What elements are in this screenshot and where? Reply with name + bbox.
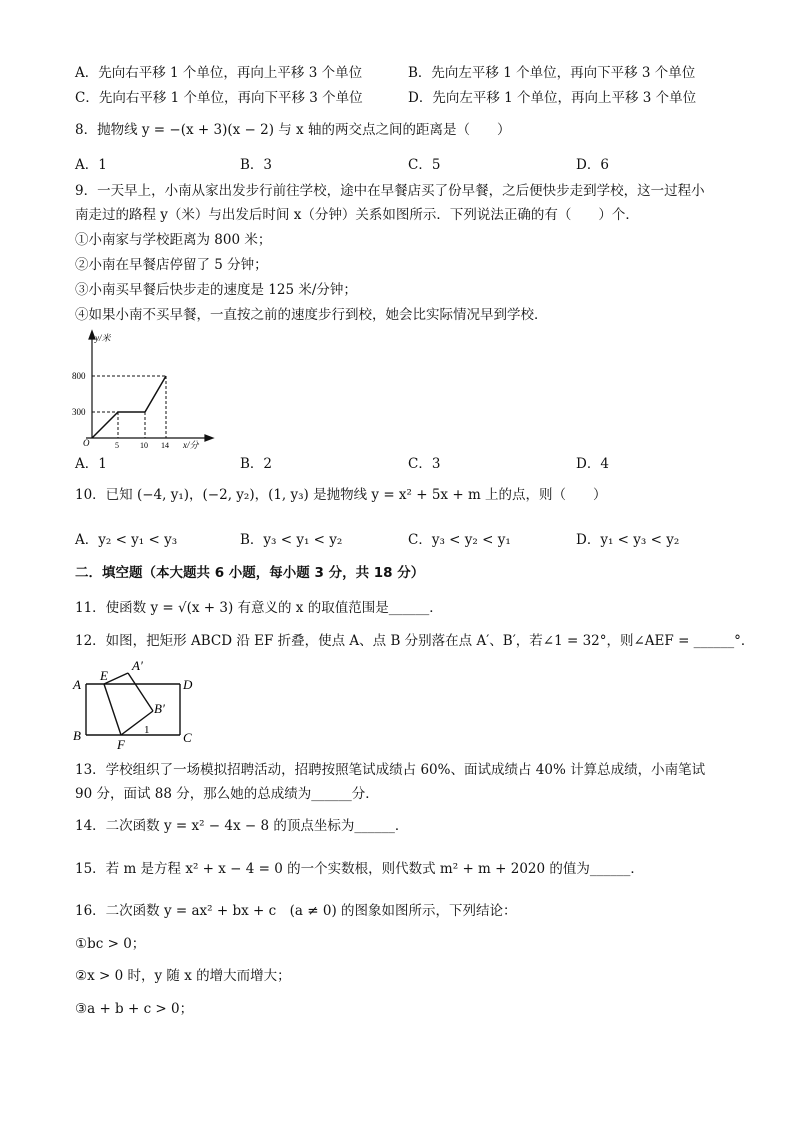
- q8-option-b: B．3: [240, 157, 273, 173]
- label-e: E: [100, 668, 108, 683]
- q16-statement-1: ①bc > 0；: [75, 936, 146, 952]
- distance-time-line: [92, 376, 166, 438]
- y-tick-300: 300: [72, 407, 86, 417]
- q9-option-c: C．3: [408, 456, 441, 472]
- q9-option-b: B．2: [240, 456, 273, 472]
- fold-line-ef: [104, 684, 121, 735]
- q16-statement-2: ②x > 0 时，y 随 x 的增大而增大；: [75, 968, 291, 984]
- q10-stem: 10．已知 (−4, y₁)，(−2, y₂)，(1, y₃) 是抛物线 y = x² + 5x + m 上的点，则（ ）: [75, 487, 607, 503]
- q13-stem-line2: 90 分，面试 88 分，那么她的总成绩为______分．: [75, 786, 379, 802]
- q7-option-c: C．先向右平移 1 个单位，再向下平移 3 个单位: [75, 90, 363, 106]
- q9-stem-line2: 南走过的路程 y（米）与出发后时间 x（分钟）关系如图所示．下列说法正确的有（ ）个．: [75, 207, 639, 223]
- origin-label: O: [83, 438, 90, 448]
- label-a: A: [73, 677, 81, 692]
- q10-option-a: A．y₂ < y₁ < y₃: [75, 532, 178, 548]
- y-tick-800: 800: [72, 371, 86, 381]
- q9-statement-1: ①小南家与学校距离为 800 米；: [75, 232, 272, 248]
- x-tick-14: 14: [161, 441, 169, 450]
- q7-option-b: B．先向左平移 1 个单位，再向下平移 3 个单位: [408, 65, 696, 81]
- y-axis-label: y/米: [95, 333, 111, 343]
- q8-option-c: C．5: [408, 157, 441, 173]
- q15-stem: 15．若 m 是方程 x² + x − 4 = 0 的一个实数根，则代数式 m² + m + 2020 的值为______．: [75, 861, 644, 877]
- q16-statement-3: ③a + b + c > 0；: [75, 1001, 194, 1017]
- q10-option-d: D．y₁ < y₃ < y₂: [576, 532, 680, 548]
- label-angle-1: 1: [144, 724, 150, 736]
- x-axis-arrow: [205, 435, 213, 441]
- q9-statement-2: ②小南在早餐店停留了 5 分钟；: [75, 257, 268, 273]
- label-a-prime: A′: [132, 658, 143, 673]
- label-f: F: [117, 737, 125, 750]
- label-b-prime: B′: [154, 701, 165, 716]
- q14-stem: 14．二次函数 y = x² − 4x − 8 的顶点坐标为______．: [75, 818, 409, 834]
- flap-ab: [128, 673, 153, 711]
- q8-option-a: A．1: [75, 157, 107, 173]
- q7-option-a: A．先向右平移 1 个单位，再向上平移 3 个单位: [75, 65, 363, 81]
- q9-distance-time-graph: [70, 328, 220, 454]
- q13-stem-line1: 13．学校组织了一场模拟招聘活动，招聘按照笔试成绩占 60%、面试成绩占 40% 计算总成绩，小南笔试: [75, 762, 706, 778]
- label-b: B: [73, 728, 81, 743]
- q9-statement-4: ④如果小南不买早餐，一直按之前的速度步行到校，她会比实际情况早到学校．: [75, 307, 548, 323]
- q10-option-c: C．y₃ < y₂ < y₁: [408, 532, 511, 548]
- section-2-title: 二．填空题（本大题共 6 小题，每小题 3 分，共 18 分）: [75, 565, 425, 581]
- q10-option-b: B．y₃ < y₁ < y₂: [240, 532, 343, 548]
- q8-stem: 8．抛物线 y = −(x + 3)(x − 2) 与 x 轴的两交点之间的距离是（ ）: [75, 122, 511, 138]
- x-tick-10: 10: [140, 441, 148, 450]
- x-tick-5: 5: [115, 441, 119, 450]
- label-d: D: [183, 677, 193, 692]
- q7-option-d: D．先向左平移 1 个单位，再向上平移 3 个单位: [408, 90, 697, 106]
- x-axis-label: x/分: [183, 440, 199, 450]
- q9-stem-line1: 9．一天早上，小南从家出发步行前往学校，途中在早餐店买了份早餐，之后便快步走到学校，这一过程小: [75, 183, 705, 199]
- q11-stem: 11．使函数 y = √(x + 3) 有意义的 x 的取值范围是______．: [75, 600, 443, 616]
- label-c: C: [183, 730, 192, 745]
- q8-option-d: D．6: [576, 157, 609, 173]
- q16-stem: 16．二次函数 y = ax² + bx + c (a ≠ 0) 的图象如图所示，下列结论：: [75, 903, 517, 919]
- q9-statement-3: ③小南买早餐后快步走的速度是 125 米/分钟；: [75, 282, 357, 298]
- q9-option-a: A．1: [75, 456, 107, 472]
- q9-option-d: D．4: [576, 456, 609, 472]
- q12-stem: 12．如图，把矩形 ABCD 沿 EF 折叠，使点 A、点 B 分别落在点 A′、B′，若∠1 = 32°，则∠AEF = ______°．: [75, 633, 755, 649]
- q12-fold-figure: [72, 656, 202, 750]
